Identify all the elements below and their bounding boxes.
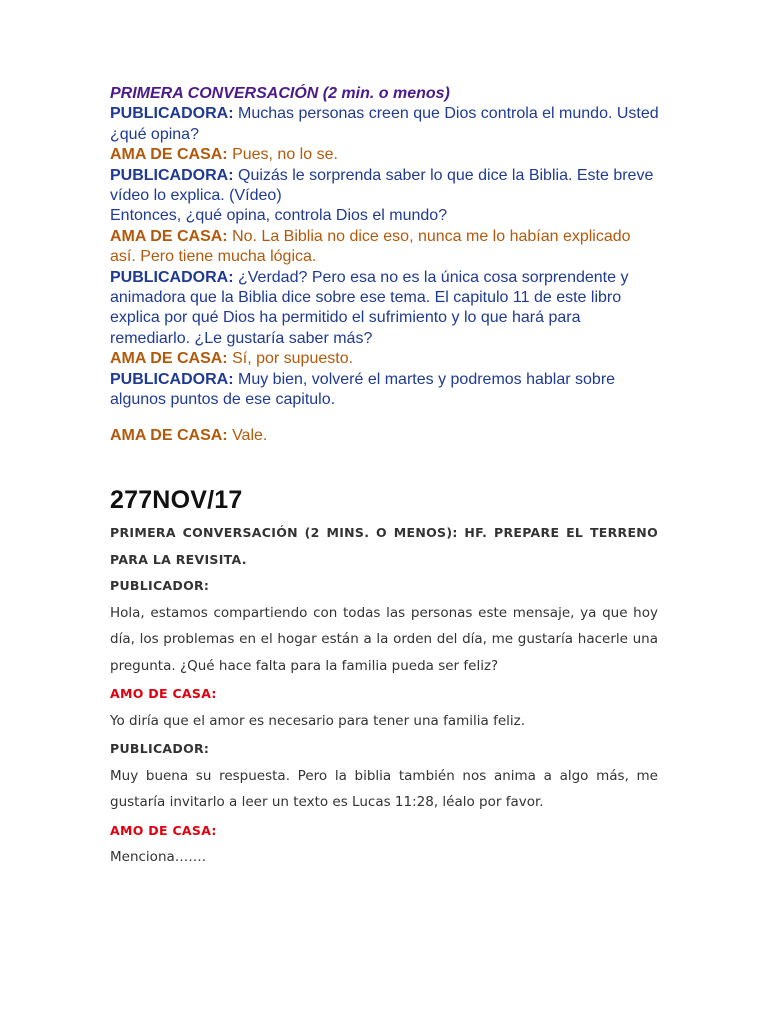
dialogue-line xyxy=(110,227,660,268)
speaker-label: PUBLICADORA: xyxy=(110,370,234,388)
dialogue-line xyxy=(110,145,660,165)
dialogue-text: Yo diría que el amor es necesario para tener una familia feliz. xyxy=(110,712,526,729)
speaker-label: PUBLICADOR: xyxy=(110,741,210,756)
dialogue-line xyxy=(110,370,660,411)
paragraph-spacer xyxy=(110,411,660,426)
dialogue-line xyxy=(110,349,660,369)
dialogue-text: Hola, estamos compartiendo con todas las personas este mensaje, ya que hoy día, los problemas en el hogar están a la orden del día, me gustaría hacerle una pregunta. ¿Qué hace falta para la familia pueda ser feliz? xyxy=(110,604,658,674)
section-subheading: PRIMERA CONVERSACIÓN (2 MINS. O MENOS): HF. PREPARE EL TERRENO PARA LA REVISITA. xyxy=(110,525,658,567)
first-conversation-section xyxy=(110,84,660,446)
dialogue-text: Pues, no lo se. xyxy=(227,146,338,164)
dialogue-line xyxy=(110,104,660,145)
speaker-label: AMA DE CASA: xyxy=(110,350,228,368)
second-conversation-section xyxy=(110,520,658,873)
dialogue-text: Muy buena su respuesta. Pero la biblia también nos anima a algo más, me gustaría invitarlo a leer un texto es Lucas 11:28, léalo por favor. xyxy=(110,767,658,810)
dialogue-line xyxy=(110,426,660,446)
dialogue-text: Muy bien, volveré el martes y podremos hablar sobre algunos puntos de ese capitulo. xyxy=(110,370,616,409)
speaker-label: PUBLICADORA: xyxy=(110,105,234,123)
dialogue-text: Sí, por supuesto. xyxy=(227,350,354,368)
dialogue-text: Quizás le sorprenda saber lo que dice la Biblia. Este breve vídeo lo explica. (Vídeo) xyxy=(110,166,654,205)
date-heading: 277NOV/17 xyxy=(110,486,243,514)
dialogue-line xyxy=(110,268,660,350)
speaker-label: PUBLICADOR: xyxy=(110,578,210,593)
dialogue-text: Muchas personas creen que Dios controla el mundo. Usted ¿qué opina? xyxy=(110,105,659,143)
dialogue-line xyxy=(110,206,660,226)
dialogue-text: No. La Biblia no dice eso, nunca me lo habían explicado así. Pero tiene mucha lógica. xyxy=(110,227,631,266)
section-heading: PRIMERA CONVERSACIÓN (2 min. o menos) xyxy=(110,85,450,102)
speaker-label: AMO DE CASA: xyxy=(110,686,217,701)
speaker-label: PUBLICADORA: xyxy=(110,268,234,286)
speaker-label: AMA DE CASA: xyxy=(110,146,228,164)
dialogue-text: Menciona……. xyxy=(110,849,207,865)
dialogue-text: Entonces, ¿qué opina, controla Dios el mundo? xyxy=(110,207,448,225)
dialogue-text: Vale. xyxy=(227,426,268,444)
speaker-label: AMO DE CASA: xyxy=(110,822,217,838)
dialogue-line xyxy=(110,166,660,207)
speaker-label: PUBLICADORA: xyxy=(110,166,234,184)
speaker-label: AMA DE CASA: xyxy=(110,227,228,245)
speaker-label: AMA DE CASA: xyxy=(110,426,228,444)
dialogue-text: ¿Verdad? Pero esa no es la única cosa sorprendente y animadora que la Biblia dice sobre ese tema. El capitulo 11 de este libro explica por qué Dios ha permitido el sufrimiento y lo que hará para remediarlo. ¿Le gustaría saber más? xyxy=(110,268,629,347)
